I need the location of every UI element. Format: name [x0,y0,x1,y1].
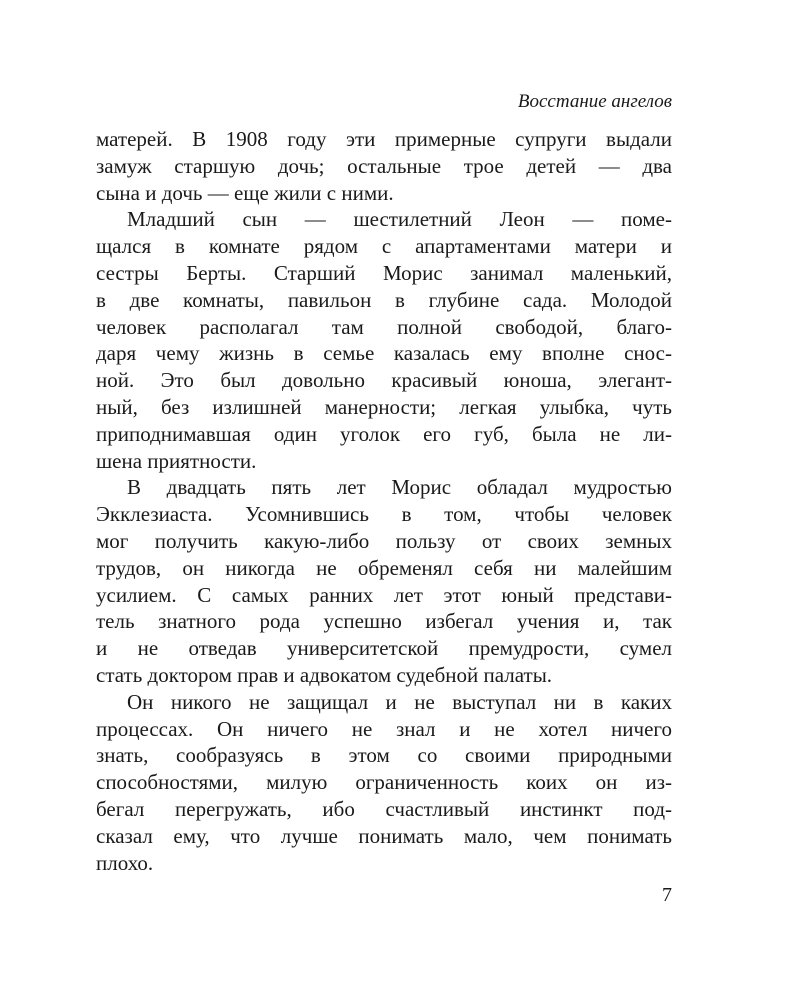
body-text [96,126,672,876]
text-line: бегал перегружать, ибо счастливый инстинкт под- [96,796,672,821]
text-line: процессах. Он ничего не знал и не хотел ничего [96,716,672,741]
text-line: ный, без излишней манерности; легкая улыбка, чуть [96,394,672,419]
text-line: мог получить какую-либо пользу от своих земных [96,528,672,553]
text-line: и не отведав университетской премудрости, сумел [96,636,672,661]
text-line: тель знатного рода успешно избегал учения и, так [96,609,672,634]
text-line: Он никого не защищал и не выступал ни в каких [127,689,672,714]
page-number: 7 [662,884,672,906]
text-line: трудов, он никогда не обременял себя ни малейшим [96,555,672,580]
text-line: замуж старшую дочь; остальные трое детей — два [96,153,672,178]
text-line: щался в комнате рядом с апартаментами матери и [96,234,672,259]
running-head-title: Восстание ангелов [517,91,672,112]
text-line: человек располагал там полной свободой, благо- [96,314,672,339]
text-line: приподнимавшая один уголок его губ, была не ли- [96,421,672,446]
text-line: в две комнаты, павильон в глубине сада. Молодой [96,287,672,312]
text-line: Экклезиаста. Усомнившись в том, чтобы человек [96,502,672,527]
text-line: даря чему жизнь в семье казалась ему вполне снос- [96,341,672,366]
text-line: В двадцать пять лет Морис обладал мудростью [127,475,672,500]
text-line: Младший сын — шестилетний Леон — поме- [127,207,672,232]
text-line: сказал ему, что лучше понимать мало, чем понимать [96,823,672,848]
text-line: шена приятности. [96,448,257,473]
text-line: способностями, милую ограниченность коих он из- [96,770,672,795]
text-line: усилием. С самых ранних лет этот юный представи- [96,582,672,607]
text-line: сына и дочь — еще жили с ними. [96,180,394,205]
text-line: стать доктором прав и адвокатом судебной палаты. [96,662,553,687]
text-line: знать, сообразуясь в этом со своими природными [96,743,672,768]
text-line: матерей. В 1908 году эти примерные супруги выдали [96,127,672,151]
text-line: ной. Это был довольно красивый юноша, элегант- [96,368,672,393]
text-line: сестры Берты. Старший Морис занимал маленький, [96,260,672,285]
text-line: плохо. [96,850,154,875]
